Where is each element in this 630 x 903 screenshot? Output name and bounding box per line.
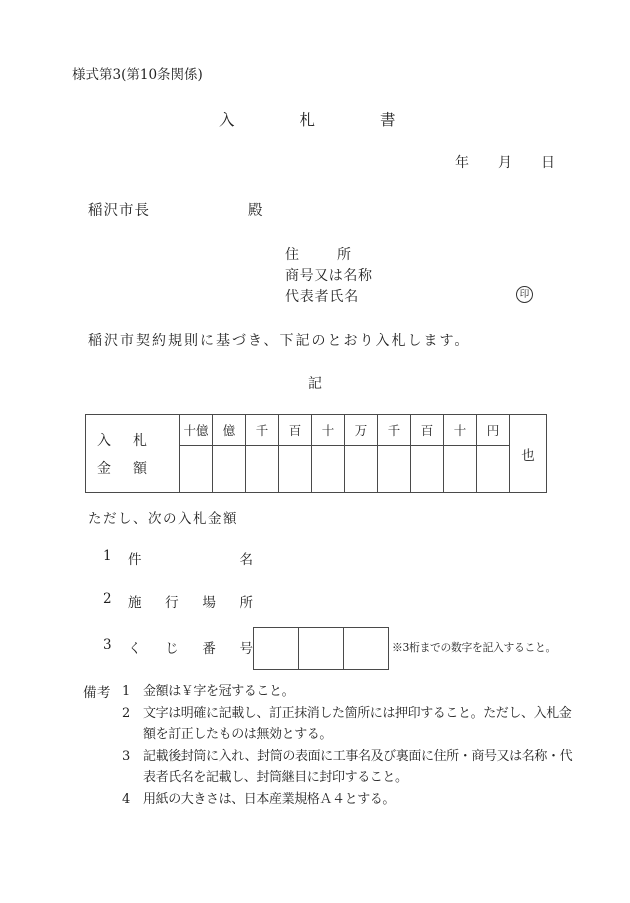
amount-table-header-row [86, 415, 547, 446]
amount-digit-cell[interactable] [477, 446, 510, 493]
label-char: 札 [133, 432, 147, 449]
label-char: 番 [202, 641, 216, 657]
amount-digit-cell[interactable] [213, 446, 246, 493]
remarks-section [83, 681, 575, 810]
amount-digit-cell[interactable] [246, 446, 279, 493]
label-char: 号 [239, 641, 253, 657]
label-char: 入 [97, 432, 111, 449]
remark-item [122, 681, 575, 703]
label-char: 金 [97, 460, 111, 477]
remark-number: 1 [122, 684, 131, 699]
label-char: 所 [239, 595, 253, 611]
item-work-location [103, 591, 253, 611]
amount-digit-cell[interactable] [411, 446, 444, 493]
amount-digit-cell[interactable] [444, 446, 477, 493]
item-number: 3 [103, 637, 112, 653]
remarks-label: 備考 [83, 685, 111, 701]
proviso-line: ただし、次の入札金額 [88, 511, 238, 527]
remark-number: 2 [122, 705, 131, 721]
date-line: 年月日 [455, 155, 584, 171]
lottery-number-note: ※3桁までの数字を記入すること。 [392, 641, 557, 654]
remark-item [122, 746, 575, 789]
amount-digit-cell[interactable] [312, 446, 345, 493]
label-char: 件 [128, 552, 142, 568]
remark-text: 記載後封筒に入れ、封筒の表面に工事名及び裏面に住所・商号又は名称・代表者氏名を記載し、封筒継目に封印すること。 [143, 748, 573, 785]
remark-number: 4 [122, 791, 131, 807]
page-title: 入札書 [219, 111, 461, 129]
amount-column-header: 億 [213, 415, 246, 446]
item-number: 2 [103, 591, 112, 607]
amount-column-header: 十 [444, 415, 477, 446]
addressee-honorific: 殿 [248, 203, 263, 219]
remark-text: 用紙の大きさは、日本産業規格Ａ４とする。 [143, 791, 396, 807]
label-char: 額 [133, 460, 147, 477]
label-char: 名 [239, 552, 253, 568]
label-char: 施 [128, 595, 142, 611]
item-number: 1 [103, 548, 112, 564]
remark-text: 文字は明確に記載し、訂正抹消した箇所には押印すること。ただし、入札金額を訂正したものは無効とする。 [143, 705, 572, 742]
addressee-name: 稲沢市長 [88, 203, 150, 219]
address-label: 住所 [285, 247, 389, 263]
company-name-label: 商号又は名称 [285, 268, 373, 284]
amount-suffix-cell: 也 [510, 415, 547, 493]
item-label [128, 637, 253, 657]
lottery-number-boxes [253, 627, 389, 670]
amount-column-header: 千 [246, 415, 279, 446]
amount-digit-cell[interactable] [345, 446, 378, 493]
item-label [128, 591, 253, 611]
amount-column-header: 千 [378, 415, 411, 446]
amount-column-header: 十 [312, 415, 345, 446]
remark-item [122, 789, 575, 811]
amount-label-cell [86, 415, 180, 493]
amount-column-header: 円 [477, 415, 510, 446]
label-char: 行 [165, 595, 179, 611]
remark-number: 3 [122, 748, 131, 764]
amount-digit-cell[interactable] [180, 446, 213, 493]
label-char: 場 [202, 595, 216, 611]
amount-column-header: 万 [345, 415, 378, 446]
amount-label-line1 [86, 426, 179, 454]
lottery-number-box[interactable] [253, 627, 299, 670]
remarks-list [122, 681, 575, 810]
body-sentence: 稲沢市契約規則に基づき、下記のとおり入札します。 [88, 333, 471, 349]
item-label [128, 548, 253, 568]
item-lottery-number [103, 637, 253, 657]
remark-text: 金額は￥字を冠すること。 [143, 684, 295, 699]
remark-item [122, 703, 575, 746]
amount-label-line2 [86, 454, 179, 482]
amount-digit-cell[interactable] [378, 446, 411, 493]
label-char: じ [165, 641, 179, 657]
representative-name-label: 代表者氏名 [285, 289, 359, 305]
lottery-number-box[interactable] [343, 627, 389, 670]
lottery-number-box[interactable] [298, 627, 344, 670]
amount-column-header: 百 [279, 415, 312, 446]
amount-digit-cell[interactable] [279, 446, 312, 493]
seal-mark-icon: 印 [516, 286, 533, 303]
amount-column-header: 十億 [180, 415, 213, 446]
record-heading: 記 [308, 376, 322, 392]
amount-column-header: 百 [411, 415, 444, 446]
item-subject [103, 548, 253, 568]
form-number: 様式第3(第10条関係) [72, 67, 203, 83]
bid-amount-table [85, 414, 547, 493]
addressee-row [88, 199, 263, 220]
label-char: く [128, 641, 142, 657]
